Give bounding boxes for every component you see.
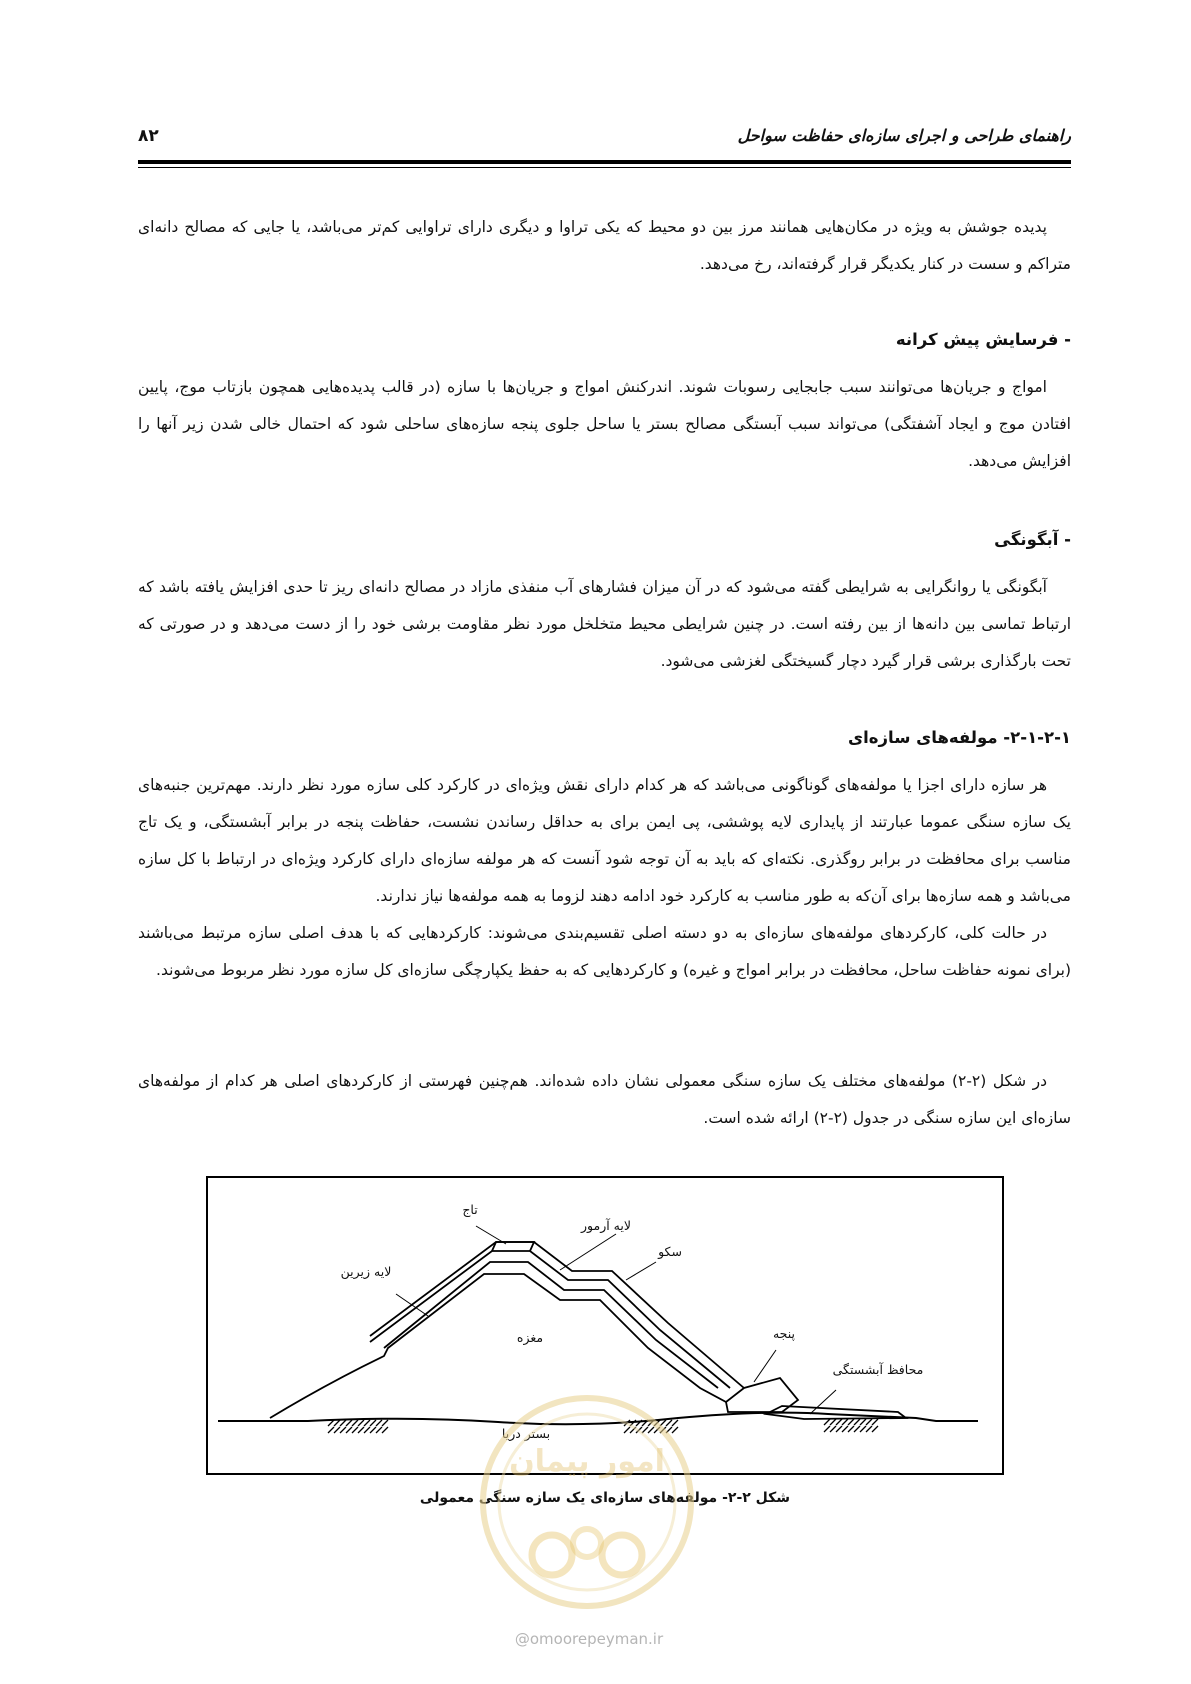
intro-paragraph: پدیده جوشش به ویژه در مکان‌هایی همانند مرز بین دو محیط که یکی تراوا و دیگری دارای تراوایی کم‌تر می‌باشد، یا جایی که مصالح دانه‌ای متراکم و سست در کنار یکدیگر قرار گرفته‌اند، رخ می‌دهد. bbox=[138, 218, 1071, 273]
running-title: راهنمای طراحی و اجرای سازه‌ای حفاظت سواحل bbox=[737, 126, 1071, 145]
stamp-text: امور پیمان bbox=[509, 1444, 665, 1479]
header-rule-thick bbox=[138, 160, 1071, 164]
heading-scour: - فرسایش پیش کرانه bbox=[895, 330, 1071, 349]
watermark-url: @omoorepeyman.ir bbox=[514, 1630, 664, 1648]
leader-toe bbox=[754, 1350, 776, 1382]
heading-liquefaction: - آبگونگی bbox=[994, 530, 1071, 549]
label-seabed: بستر دریا bbox=[501, 1426, 551, 1441]
label-berm: سکو bbox=[658, 1244, 682, 1259]
publisher-stamp-watermark bbox=[478, 1393, 696, 1611]
crest-cap bbox=[492, 1242, 534, 1251]
leader-berm bbox=[626, 1262, 656, 1280]
leader-scour bbox=[810, 1390, 836, 1414]
heading-components: ۲-۱-۲-۱- مولفه‌های سازه‌ای bbox=[847, 728, 1071, 747]
label-toe: پنجه bbox=[772, 1326, 796, 1341]
page-number: ۸۲ bbox=[138, 126, 159, 146]
label-crest: تاج bbox=[462, 1202, 478, 1217]
underlayer-outline bbox=[384, 1262, 718, 1388]
figure-caption: شکل ۲-۲- مولفه‌های سازه‌ای یک سازه سنگی معمولی bbox=[419, 1490, 791, 1506]
paragraph-liquefaction: آبگونگی یا روانگرایی به شرایطی گفته می‌شود که در آن میزان فشارهای آب منفذی مازاد در مصالح دانه‌ای ریز تا حدی افزایش یافته باشد که ارتباط تماسی بین دانه‌ها از بین رفته است. در چنین شرایطی محیط متخلخل مورد نظر مقاومت برشی خود را از دست می‌دهد و در صورتی که تحت بارگذاری برشی قرار گیرد دچار گسیختگی لغزشی می‌شود. bbox=[138, 578, 1071, 670]
paragraph-scour: امواج و جریان‌ها می‌توانند سبب جابجایی رسوبات شوند. اندرکنش امواج و جریان‌ها با سازه (در قالب پدیده‌هایی همچون بازتاب موج، پایین افتادن موج و ایجاد آشفتگی) می‌تواند سبب آبستگی مصالح بستر یا ساحل جلوی پنجه سازه‌های ساحلی شود که احتمال خالی شدن زیر آنها را افزایش می‌دهد. bbox=[138, 378, 1071, 470]
paragraph-components-1: هر سازه دارای اجزا یا مولفه‌های گوناگونی می‌باشد که هر کدام دارای نقش ویژه‌ای در کارکرد کلی سازه مورد نظر دارند. مهم‌ترین جنبه‌های یک سازه سنگی عموما عبارتند از پایداری لایه پوششی، پی ایمن برای به حداقل رساندن نشست، حفاظت پنجه در برابر آبشستگی، و یک تاج مناسب برای محافظت در برابر روگذری. نکته‌ای که باید به آن توجه شود آنست که هر مولفه سازه‌ای دارای کارکرد ویژه‌ای در ارتباط با کل سازه می‌باشد و همه سازه‌ها برای آن‌که به طور مناسب به کارکرد خود ادامه دهند لزوما به همه مولفه‌ها نیاز ندارند. bbox=[138, 776, 1071, 905]
paragraph-components-2: در حالت کلی، کارکردهای مولفه‌های سازه‌ای به دو دسته اصلی تقسیم‌بندی می‌شوند: کارکردهایی که با هدف اصلی سازه مرتبط می‌باشند (برای نمونه حفاظت ساحل، محافظت در برابر امواج و غیره) و کارکردهایی که به حفظ یکپارچگی سازه‌ای کل سازه مورد نظر مربوط می‌شوند. bbox=[138, 924, 1071, 979]
leader-crest bbox=[476, 1226, 506, 1244]
label-underlayer: لایه زیرین bbox=[340, 1264, 392, 1279]
leader-armor bbox=[560, 1234, 616, 1270]
header-rule-thin bbox=[138, 167, 1071, 168]
label-core: مغزه bbox=[516, 1330, 544, 1345]
label-scour-protection: محافظ آبشستگی bbox=[832, 1362, 924, 1377]
label-armor-layer: لایه آرمور bbox=[581, 1218, 631, 1233]
paragraph-components-3: در شکل (۲-۲) مولفه‌های مختلف یک سازه سنگی معمولی نشان داده شده‌اند. هم‌چنین فهرستی از کارکردهای اصلی هر کدام از مولفه‌های سازه‌ای این سازه سنگی در جدول (۲-۲) ارائه شده است. bbox=[138, 1072, 1071, 1127]
